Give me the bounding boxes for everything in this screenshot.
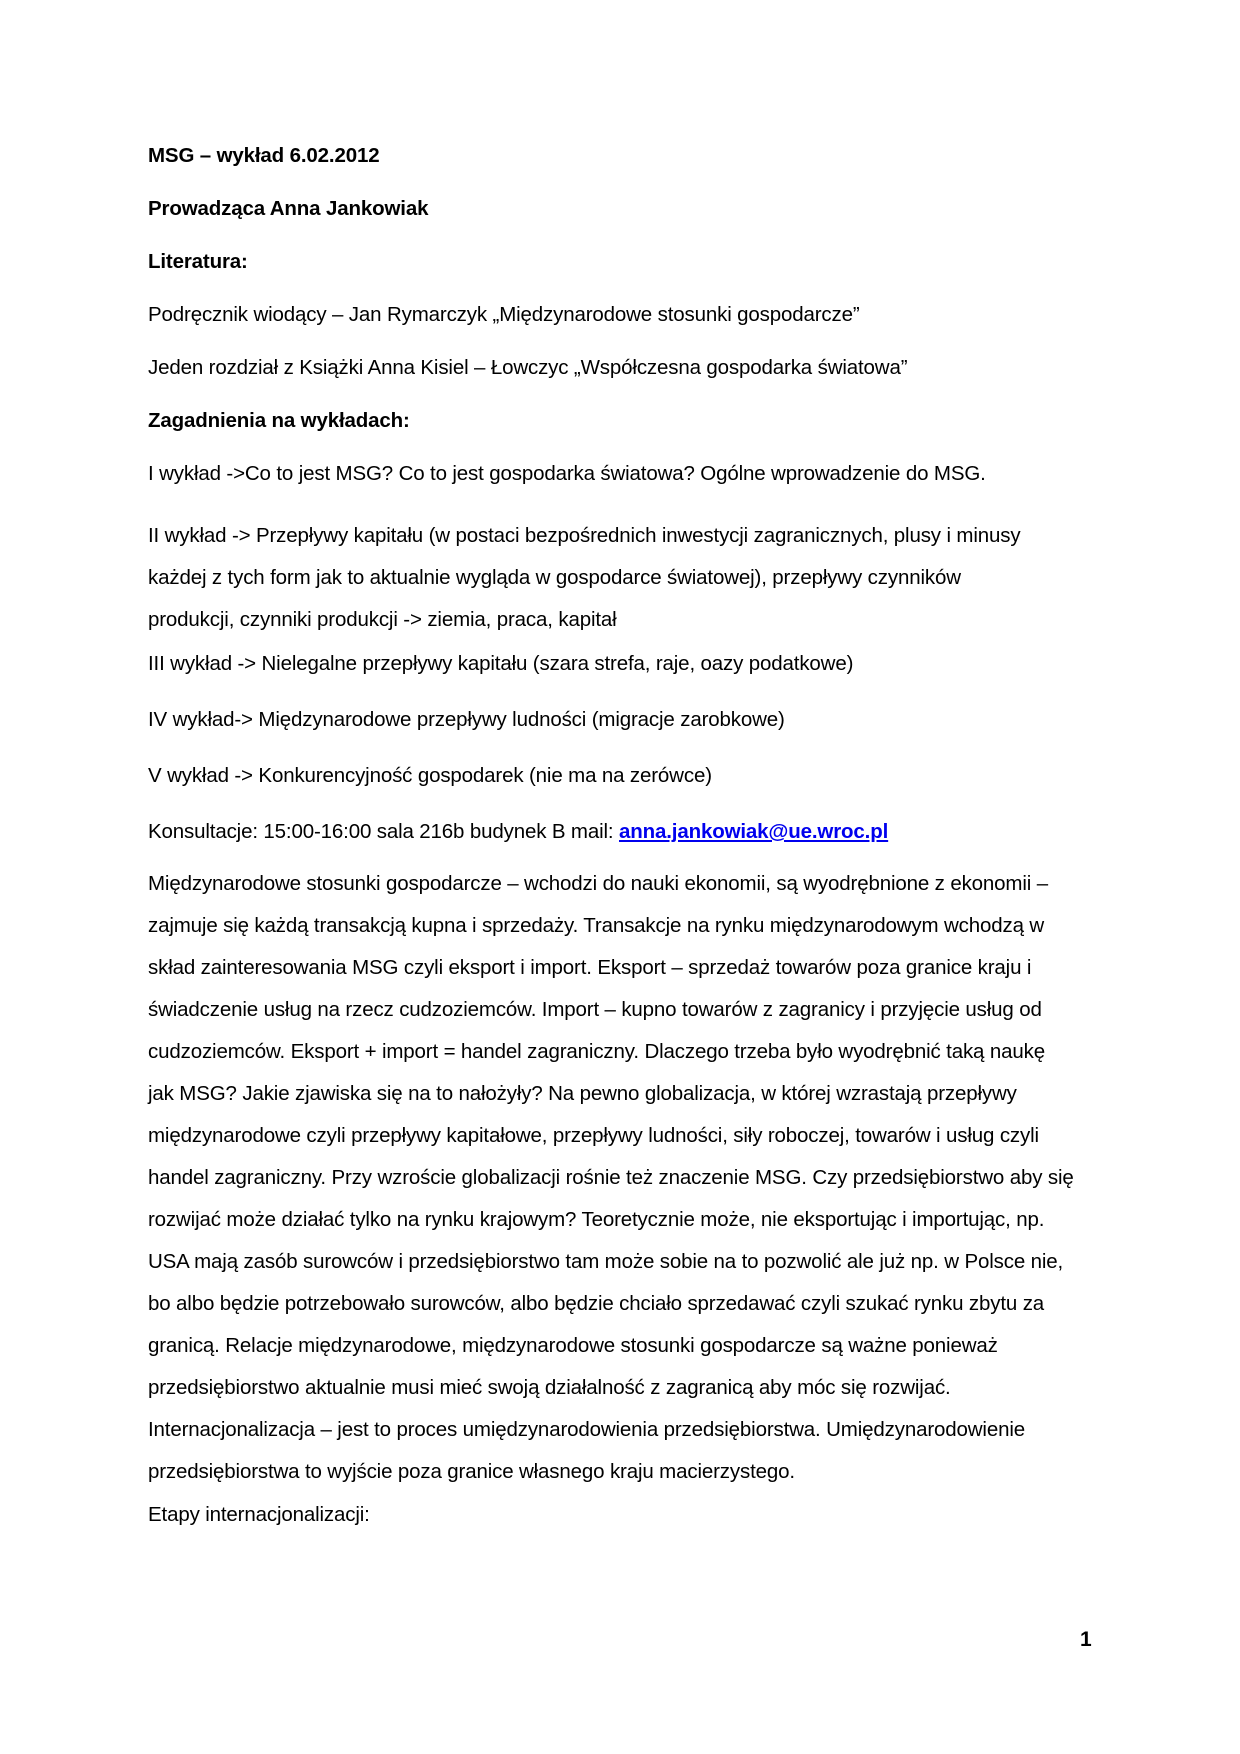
paragraph-line: międzynarodowe czyli przepływy kapitałowe, przepływy ludności, siły roboczej, towarów i usług czyli [148,1124,1039,1147]
literature-heading: Literatura: [148,250,248,273]
lecture-2-line: produkcji, czynniki produkcji -> ziemia, praca, kapitał [148,608,617,631]
paragraph-line: jak MSG? Jakie zjawiska się na to nałożyły? Na pewno globalizacja, w której wzrastają przepływy [148,1082,1017,1105]
lecturer-line: Prowadząca Anna Jankowiak [148,197,429,220]
lecture-2 [148,515,1098,641]
document-content [148,144,1098,1527]
paragraph-line: cudzoziemców. Eksport + import = handel zagraniczny. Dlaczego trzeba było wyodrębnić taką naukę [148,1040,1045,1063]
consultation-line [148,820,1098,844]
email-link[interactable]: anna.jankowiak@ue.wroc.pl [619,820,889,843]
lecture-2-line: II wykład -> Przepływy kapitału (w postaci bezpośrednich inwestycji zagranicznych, plusy i minusy [148,524,1021,547]
paragraph-line: przedsiębiorstwa to wyjście poza granice własnego kraju macierzystego. [148,1460,795,1483]
paragraph-line: skład zainteresowania MSG czyli eksport i import. Eksport – sprzedaż towarów poza granice kraju i [148,956,1032,979]
paragraph-line: bo albo będzie potrzebowało surowców, albo będzie chciało sprzedawać czyli szukać rynku zbytu za [148,1292,1045,1315]
body-paragraph [148,863,1098,1493]
page-number: 1 [1080,1628,1092,1651]
topics-heading: Zagadnienia na wykładach: [148,409,410,432]
paragraph-line: świadczenie usług na rzecz cudzoziemców. Import – kupno towarów z zagranicy i przyjęcie usług od [148,998,1042,1021]
lecture-5: V wykład -> Konkurencyjność gospodarek (nie ma na zerówce) [148,764,712,787]
paragraph-line: przedsiębiorstwo aktualnie musi mieć swoją działalność z zagranicą aby móc się rozwijać. [148,1376,951,1399]
lecture-3: III wykład -> Nielegalne przepływy kapitału (szara strefa, raje, oazy podatkowe) [148,652,854,675]
document-title: MSG – wykład 6.02.2012 [148,144,380,167]
lecture-2-line: każdej z tych form jak to aktualnie wygląda w gospodarce światowej), przepływy czynników [148,566,961,589]
consultation-text: Konsultacje: 15:00-16:00 sala 216b budynek B mail: [148,820,619,843]
literature-item: Jeden rozdział z Książki Anna Kisiel – Łowczyc „Współczesna gospodarka światowa” [148,356,908,379]
paragraph-line: Internacjonalizacja – jest to proces umiędzynarodowienia przedsiębiorstwa. Umiędzynarodowienie [148,1418,1025,1441]
stages-heading: Etapy internacjonalizacji: [148,1503,370,1526]
paragraph-line: granicą. Relacje międzynarodowe, międzynarodowe stosunki gospodarcze są ważne ponieważ [148,1334,998,1357]
lecture-1: I wykład ->Co to jest MSG? Co to jest gospodarka światowa? Ogólne wprowadzenie do MSG. [148,462,986,485]
paragraph-line: Międzynarodowe stosunki gospodarcze – wchodzi do nauki ekonomii, są wyodrębnione z ekonomii – [148,872,1048,895]
literature-item: Podręcznik wiodący – Jan Rymarczyk „Międzynarodowe stosunki gospodarcze” [148,303,860,326]
lecture-4: IV wykład-> Międzynarodowe przepływy ludności (migracje zarobkowe) [148,708,785,731]
paragraph-line: handel zagraniczny. Przy wzroście globalizacji rośnie też znaczenie MSG. Czy przedsiębiorstwo aby się [148,1166,1074,1189]
paragraph-line: rozwijać może działać tylko na rynku krajowym? Teoretycznie może, nie eksportując i importując, np. [148,1208,1045,1231]
paragraph-line: USA mają zasób surowców i przedsiębiorstwo tam może sobie na to pozwolić ale już np. w Polsce nie, [148,1250,1064,1273]
paragraph-line: zajmuje się każdą transakcją kupna i sprzedaży. Transakcje na rynku międzynarodowym wchodzą w [148,914,1045,937]
